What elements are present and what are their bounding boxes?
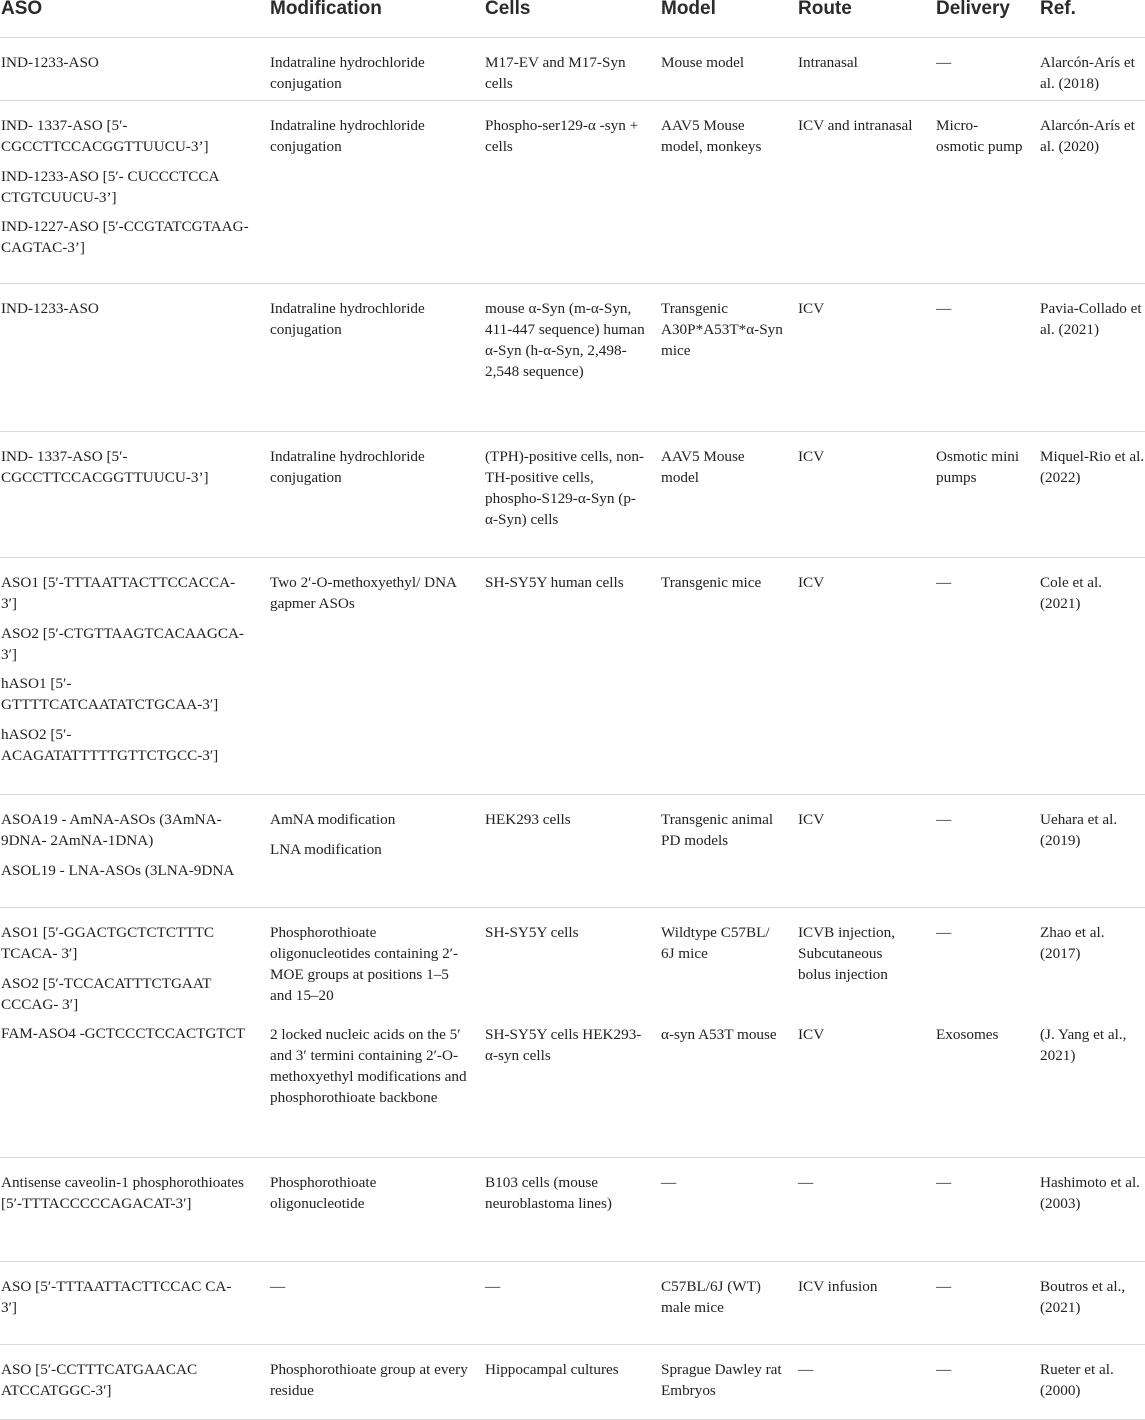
modification-text: — xyxy=(270,1278,286,1295)
cell-ref xyxy=(1040,298,1145,340)
cell-modification xyxy=(270,572,470,614)
cell-aso xyxy=(1,298,249,319)
cell-delivery xyxy=(936,922,1024,943)
cell-delivery xyxy=(936,1359,1024,1380)
cell-ref xyxy=(1040,572,1145,614)
cell-aso xyxy=(1,446,249,488)
cells-text: HEK293 cells xyxy=(485,811,571,828)
model-text: AAV5 Mouse model, monkeys xyxy=(661,117,762,155)
ref-text: Hashimoto et al. (2003) xyxy=(1040,1174,1140,1212)
cell-route xyxy=(798,572,916,593)
cell-modification xyxy=(270,1024,470,1108)
cell-cells xyxy=(485,446,648,530)
cell-cells xyxy=(485,1276,648,1297)
model-text: Transgenic A30P*A53T*α-Syn mice xyxy=(661,300,783,359)
route-text: ICV xyxy=(798,300,825,317)
aso-text: Antisense caveolin-1 phosphorothioates [5′-TTTACCCCCAGACAT-3′] xyxy=(1,1174,244,1212)
cells-text: (TPH)-positive cells, non-TH-positive cells, phospho-S129-α-Syn (p-α-Syn) cells xyxy=(485,448,645,528)
ref-text: Pavia-Collado et al. (2021) xyxy=(1040,300,1142,338)
cell-route xyxy=(798,1359,916,1380)
route-text: ICV xyxy=(798,574,825,591)
column-header-aso: ASO xyxy=(1,0,43,19)
cell-route xyxy=(798,52,916,73)
table-row xyxy=(0,431,1145,558)
modification-text: Phosphorothioate group at every residue xyxy=(270,1361,468,1399)
aso-text: hASO1 [5′-GTTTTCATCAATATCTGCAA-3′] xyxy=(1,675,219,713)
cell-ref xyxy=(1040,1172,1145,1214)
cell-cells xyxy=(485,52,648,94)
model-text: C57BL/6J (WT) male mice xyxy=(661,1278,761,1316)
model-text: — xyxy=(661,1174,677,1191)
cells-text: SH-SY5Y human cells xyxy=(485,574,624,591)
column-header-delivery: Delivery xyxy=(936,0,1010,19)
cell-ref xyxy=(1040,115,1145,157)
cell-model xyxy=(661,446,783,488)
cell-model xyxy=(661,922,783,964)
cell-ref xyxy=(1040,446,1145,488)
cell-modification xyxy=(270,809,470,860)
cell-model xyxy=(661,1276,783,1318)
cell-ref xyxy=(1040,809,1145,851)
cell-modification xyxy=(270,115,470,157)
model-text: Wildtype C57BL/ 6J mice xyxy=(661,924,770,962)
cell-route xyxy=(798,809,916,830)
cell-delivery xyxy=(936,52,1024,73)
table-row xyxy=(0,100,1145,284)
cells-text: Hippocampal cultures xyxy=(485,1361,619,1378)
model-text: AAV5 Mouse model xyxy=(661,448,745,486)
cell-modification xyxy=(270,52,470,94)
aso-text: ASO2 [5′-TCCACATTTCTGAAT CCCAG- 3′] xyxy=(1,974,212,1013)
modification-text: Phosphorothioate oligonucleotide xyxy=(270,1174,377,1212)
cell-aso xyxy=(1,1172,249,1214)
table-row xyxy=(0,1344,1145,1420)
delivery-text: — xyxy=(936,811,952,828)
cells-text: B103 cells (mouse neuroblastoma lines) xyxy=(485,1174,612,1212)
aso-text: ASO [5′-TTTAATTACTTCCAC CA- 3′] xyxy=(1,1278,232,1316)
cell-ref xyxy=(1040,1276,1145,1318)
cell-delivery xyxy=(936,809,1024,830)
model-text: Transgenic animal PD models xyxy=(661,811,774,849)
aso-text: ASO2 [5′-CTGTTAAGTCACAAGCA-3′] xyxy=(1,624,244,663)
cell-modification xyxy=(270,1276,470,1297)
ref-text: Uehara et al. (2019) xyxy=(1040,811,1118,849)
cell-modification xyxy=(270,1172,470,1214)
aso-text: hASO2 [5′-ACAGATATTTTTGTTCTGCC-3′] xyxy=(1,725,219,764)
ref-text: (J. Yang et al., 2021) xyxy=(1040,1026,1127,1064)
cell-modification xyxy=(270,922,470,1006)
cell-route xyxy=(798,446,916,467)
aso-text: IND-1233-ASO xyxy=(1,300,99,317)
cell-model xyxy=(661,298,783,361)
model-text: Transgenic mice xyxy=(661,574,762,591)
table-row xyxy=(0,557,1145,795)
cell-delivery xyxy=(936,115,1024,157)
cells-text: SH-SY5Y cells HEK293- α-syn cells xyxy=(485,1026,642,1064)
table-row xyxy=(0,1157,1145,1262)
cell-cells xyxy=(485,1359,648,1380)
modification-text: Phosphorothioate oligonucleotides containing 2′-MOE groups at positions 1–5 and 15–20 xyxy=(270,924,459,1004)
table-row xyxy=(0,794,1145,908)
ref-text: Cole et al. (2021) xyxy=(1040,574,1102,612)
route-text: ICV and intranasal xyxy=(798,117,913,134)
cell-model xyxy=(661,52,783,73)
cell-aso xyxy=(1,1276,249,1318)
modification-text: Indatraline hydrochloride conjugation xyxy=(270,117,425,155)
cell-route xyxy=(798,922,916,985)
column-header-route: Route xyxy=(798,0,852,19)
cell-modification xyxy=(270,1359,470,1401)
cell-cells xyxy=(485,922,648,943)
delivery-text: — xyxy=(936,574,952,591)
model-text: Mouse model xyxy=(661,54,745,71)
cells-text: SH-SY5Y cells xyxy=(485,924,579,941)
cell-delivery xyxy=(936,446,1024,488)
model-text: Sprague Dawley rat Embryos xyxy=(661,1361,782,1399)
modification-text: LNA modification xyxy=(270,840,382,858)
ref-text: Rueter et al. (2000) xyxy=(1040,1361,1114,1399)
cell-delivery xyxy=(936,1024,1024,1045)
delivery-text: Osmotic mini pumps xyxy=(936,448,1020,486)
ref-text: Alarcón-Arís et al. (2020) xyxy=(1040,117,1135,155)
cell-cells xyxy=(485,572,648,593)
table-row xyxy=(0,907,1145,1158)
aso-text: ASOA19 - AmNA-ASOs (3AmNA-9DNA- 2AmNA-1DNA) xyxy=(1,811,222,849)
delivery-text: — xyxy=(936,1361,952,1378)
cell-cells xyxy=(485,298,648,382)
cell-route xyxy=(798,298,916,319)
modification-text: Indatraline hydrochloride conjugation xyxy=(270,300,425,338)
cell-ref xyxy=(1040,52,1145,94)
cell-aso xyxy=(1,52,249,73)
cell-model xyxy=(661,1172,783,1193)
cell-delivery xyxy=(936,1172,1024,1193)
route-text: Intranasal xyxy=(798,54,858,71)
column-header-modification: Modification xyxy=(270,0,382,19)
route-text: ICV xyxy=(798,1026,825,1043)
cell-cells xyxy=(485,115,648,157)
aso-text: IND-1233-ASO xyxy=(1,54,99,71)
cell-aso xyxy=(1,115,249,258)
cell-delivery xyxy=(936,572,1024,593)
cells-text: — xyxy=(485,1278,501,1295)
delivery-text: — xyxy=(936,924,952,941)
modification-text: Indatraline hydrochloride conjugation xyxy=(270,54,425,92)
cell-aso xyxy=(1,1359,249,1401)
column-header-cells: Cells xyxy=(485,0,531,19)
ref-text: Alarcón-Arís et al. (2018) xyxy=(1040,54,1135,92)
cell-modification xyxy=(270,446,470,488)
cell-ref xyxy=(1040,922,1145,964)
modification-text: AmNA modification xyxy=(270,811,396,828)
table-row xyxy=(0,37,1145,101)
cell-cells xyxy=(485,1024,648,1066)
route-text: ICVB injection, Subcutaneous bolus injection xyxy=(798,924,896,983)
model-text: α-syn A53T mouse xyxy=(661,1026,777,1043)
route-text: ICV xyxy=(798,448,825,465)
cell-aso xyxy=(1,572,249,766)
aso-text: IND- 1337-ASO [5′-CGCCTTCCACGGTTUUCU-3’] xyxy=(1,117,209,155)
cell-model xyxy=(661,572,783,593)
delivery-text: Exosomes xyxy=(936,1026,999,1043)
cell-cells xyxy=(485,809,648,830)
aso-text: ASO1 [5′-TTTAATTACTTCCACCA-3′] xyxy=(1,574,236,612)
aso-text: ASOL19 - LNA-ASOs (3LNA-9DNA xyxy=(1,861,235,879)
route-text: — xyxy=(798,1174,814,1191)
cell-modification xyxy=(270,298,470,340)
cell-cells xyxy=(485,1172,648,1214)
route-text: ICV xyxy=(798,811,825,828)
cell-delivery xyxy=(936,1276,1024,1297)
modification-text: 2 locked nucleic acids on the 5′ and 3′ termini containing 2′-O-methoxyethyl modifications and phosphorothioate backbone xyxy=(270,1026,467,1106)
route-text: ICV infusion xyxy=(798,1278,878,1295)
ref-text: Miquel-Rio et al. (2022) xyxy=(1040,448,1145,486)
ref-text: Boutros et al., (2021) xyxy=(1040,1278,1126,1316)
modification-text: Indatraline hydrochloride conjugation xyxy=(270,448,425,486)
delivery-text: — xyxy=(936,300,952,317)
ref-text: Zhao et al. (2017) xyxy=(1040,924,1105,962)
cell-route xyxy=(798,1024,916,1045)
cell-ref xyxy=(1040,1024,1145,1066)
cell-model xyxy=(661,809,783,851)
delivery-text: — xyxy=(936,54,952,71)
aso-text: IND- 1337-ASO [5′-CGCCTTCCACGGTTUUCU-3’] xyxy=(1,448,209,486)
aso-text: IND-1227-ASO [5′-CCGTATCGTAAG-CAGTAC-3’] xyxy=(1,218,249,256)
aso-text: IND-1233-ASO [5′- CUCCCTCCA CTGTCUUCU-3’] xyxy=(1,167,219,206)
table-row xyxy=(0,1261,1145,1345)
cell-model xyxy=(661,1024,783,1045)
cell-ref xyxy=(1040,1359,1145,1401)
cell-aso xyxy=(1,922,249,1044)
cell-route xyxy=(798,1172,916,1193)
aso-text: ASO1 [5′-GGACTGCTCTCTTTC TCACA- 3′] xyxy=(1,924,214,962)
cell-model xyxy=(661,1359,783,1401)
cells-text: M17-EV and M17-Syn cells xyxy=(485,54,626,92)
aso-text: FAM-ASO4 -GCTCCCTCCACTGTCT xyxy=(1,1025,246,1042)
table-row xyxy=(0,283,1145,432)
route-text: — xyxy=(798,1361,814,1378)
cells-text: Phospho-ser129-α -syn + cells xyxy=(485,117,639,155)
cell-route xyxy=(798,1276,916,1297)
cells-text: mouse α-Syn (m-α-Syn, 411-447 sequence) human α-Syn (h-α-Syn, 2,498-2,548 sequence) xyxy=(485,300,645,380)
delivery-text: — xyxy=(936,1174,952,1191)
column-header-model: Model xyxy=(661,0,716,19)
column-header-ref: Ref. xyxy=(1040,0,1076,19)
cell-aso xyxy=(1,809,249,881)
delivery-text: Micro-osmotic pump xyxy=(936,117,1023,155)
cell-delivery xyxy=(936,298,1024,319)
cell-model xyxy=(661,115,783,157)
modification-text: Two 2′-O-methoxyethyl/ DNA gapmer ASOs xyxy=(270,574,457,612)
cell-route xyxy=(798,115,916,136)
aso-text: ASO [5′-CCTTTCATGAACAC ATCCATGGC-3′] xyxy=(1,1361,198,1399)
delivery-text: — xyxy=(936,1278,952,1295)
table-header xyxy=(0,0,1145,38)
